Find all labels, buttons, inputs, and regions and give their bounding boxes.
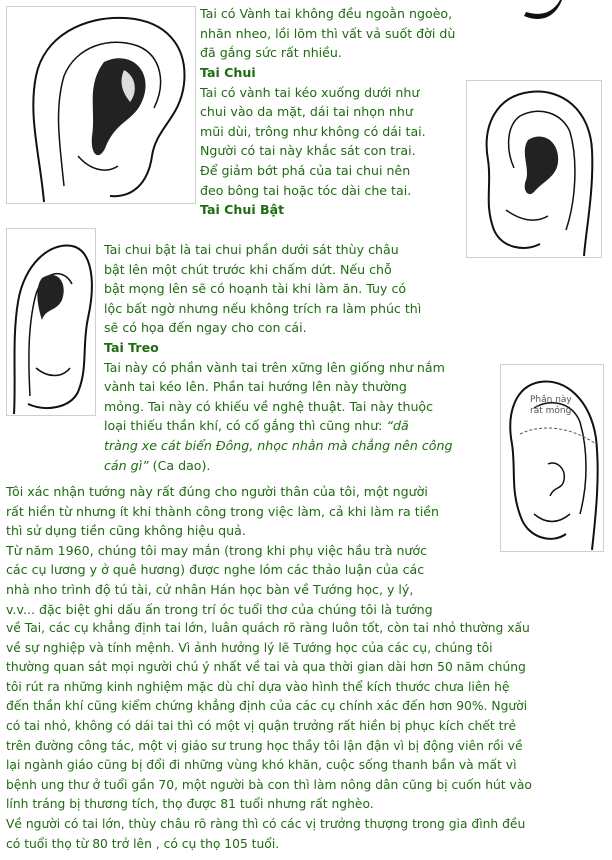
ear-treo-illustration xyxy=(500,364,604,552)
text-line: Tôi xác nhận tướng này rất đúng cho người thân của tôi, một người xyxy=(6,484,428,499)
ear-wrinkled-illustration xyxy=(6,6,196,204)
text-line: Tai này có phần vành tai trên xững lên giống như nắm xyxy=(104,359,445,375)
text-line: Tai có vành tai kéo xuống dưới như xyxy=(200,84,420,100)
quote-text: “dã xyxy=(386,418,409,434)
paragraph-vanh-tai xyxy=(200,4,455,63)
text-line: nhà nho trình độ tú tài, cử nhân Hán học bàn về Tướng học, y lý, xyxy=(6,581,414,597)
text-line: rất hiền từ nhưng ít khi thành công trong việc làm, cả khi làm ra tiền xyxy=(6,503,439,519)
text-line: sẽ có họa đến ngay cho con cái. xyxy=(104,320,307,336)
text-line: Tai chui bật là tai chui phần dưới sát thùy châu xyxy=(104,242,399,257)
text-line xyxy=(104,456,452,476)
text-line: có tuổi thọ từ 80 trở lên , có cụ thọ 105 tuổi. xyxy=(6,836,280,851)
heading-tai-chui: Tai Chui xyxy=(200,65,256,80)
text-line: mỏng. Tai này có khiếu về nghệ thuật. Tai này thuộc xyxy=(104,398,434,414)
text-line xyxy=(104,436,452,456)
ear-chui-illustration xyxy=(466,80,602,258)
quote-text: tràng xe cát biển Đông, nhọc nhằn mà chẳng nên công xyxy=(104,437,453,453)
text-line: thì sử dụng tiền cũng không hiệu quả. xyxy=(6,523,246,539)
figure-label-line2: rất mỏng xyxy=(530,406,572,416)
figure-label-line1: Phần này xyxy=(530,395,572,405)
text-line: bật lên một chút trước khi chấm dứt. Nếu chỗ xyxy=(104,261,392,277)
section-tai-chui-bat xyxy=(104,240,452,475)
text-segment: loại thiếu thần khí, có cố gắng thì cũng như: xyxy=(104,418,383,434)
text-line: mũi dùi, trông như không có dái tai. xyxy=(200,123,426,139)
text-line: chui vào da mặt, dái tai nhọn như xyxy=(200,104,413,120)
text-line xyxy=(104,416,452,436)
text-line: v.v... đặc biệt ghi dấu ấn trong trí óc tuổi thơ của chúng tôi là tướng xyxy=(6,601,433,617)
text-line: Người có tai này khắc sát con trai. xyxy=(200,143,416,159)
text-line: thường quan sát mọi người chú ý nhất về tai và qua thời gian dài hơn 50 năm chúng xyxy=(6,660,526,675)
body-paragraph-narrow xyxy=(6,482,439,619)
text-line: đến thần khí cũng kiểm chứng khẳng định của các cụ chính xác đến hơn 90%. Người xyxy=(6,699,528,714)
text-line: trên đường công tác, một vị giáo sư trung học thầy tôi lận đận vì bị động viên rồi về xyxy=(6,738,523,753)
text-line: về Tai, các cụ khẳng định tai lớn, luân quách rõ ràng luôn tốt, còn tai nhỏ thường xấu xyxy=(6,621,530,635)
text-line: đeo bông tai hoặc tóc dài che tai. xyxy=(200,182,412,198)
text-line: Về người có tai lớn, thùy châu rõ ràng thì có các vị trưởng thượng trong gia đình đều xyxy=(6,816,526,831)
text-line: nhăn nheo, lồi lõm thì vất vả suốt đời dù xyxy=(200,25,456,41)
text-line: vành tai kéo lên. Phần tai hướng lên này thường xyxy=(104,379,407,395)
text-line: Từ năm 1960, chúng tôi may mắn (trong khi phụ việc hầu trà nước xyxy=(6,542,428,558)
text-line: lính tráng bị thương tích, thọ được 81 tuổi nhưng rất nghèo. xyxy=(6,797,374,812)
quote-text: cán gì” xyxy=(104,457,149,473)
heading-tai-chui-bat: Tai Chui Bật xyxy=(200,202,285,218)
text-line: lại ngành giáo cũng bị đổi đi những vùng khó khăn, cuộc sống thanh bần và mất vì xyxy=(6,758,517,773)
text-line: Tai có Vành tai không đều ngoằn ngoèo, xyxy=(200,6,453,21)
text-line: lộc bất ngờ nhưng nếu không trích ra làm phúc thì xyxy=(104,300,422,316)
text-line: tôi rút ra những kinh nghiệm mặc dù chỉ dựa vào hình thể kích thước chưa liên hệ xyxy=(6,679,510,694)
text-line: các cụ lương y ở quê hương) được nghe lóm các thảo luận của các xyxy=(6,562,425,578)
section-tai-chui xyxy=(200,63,426,220)
text-line: Để giảm bớt phá của tai chui nên xyxy=(200,162,411,178)
heading-tai-treo: Tai Treo xyxy=(104,339,159,355)
quote-source: (Ca dao). xyxy=(148,457,211,473)
ear-partial-illustration xyxy=(520,0,566,24)
text-line: bật mọng lên sẽ có hoạnh tài khi làm ăn. Tuy có xyxy=(104,281,407,297)
text-line: có tai nhỏ, không có dái tai thì có một vị quận trưởng rất hiền bị phục kích chết trẻ xyxy=(6,718,517,733)
text-line: về sự nghiệp và tính mệnh. Vì ảnh hưởng lý lẽ Tướng học của các cụ, chúng tôi xyxy=(6,640,493,655)
body-paragraph-full xyxy=(6,619,532,854)
text-line: bệnh ung thư ở tuổi gần 70, một người bà con thì làm nông dân cũng bị cuốn hút vào xyxy=(6,777,532,792)
ear-chui-bat-illustration xyxy=(6,228,96,416)
text-line: đã gắng sức rất nhiều. xyxy=(200,45,342,61)
